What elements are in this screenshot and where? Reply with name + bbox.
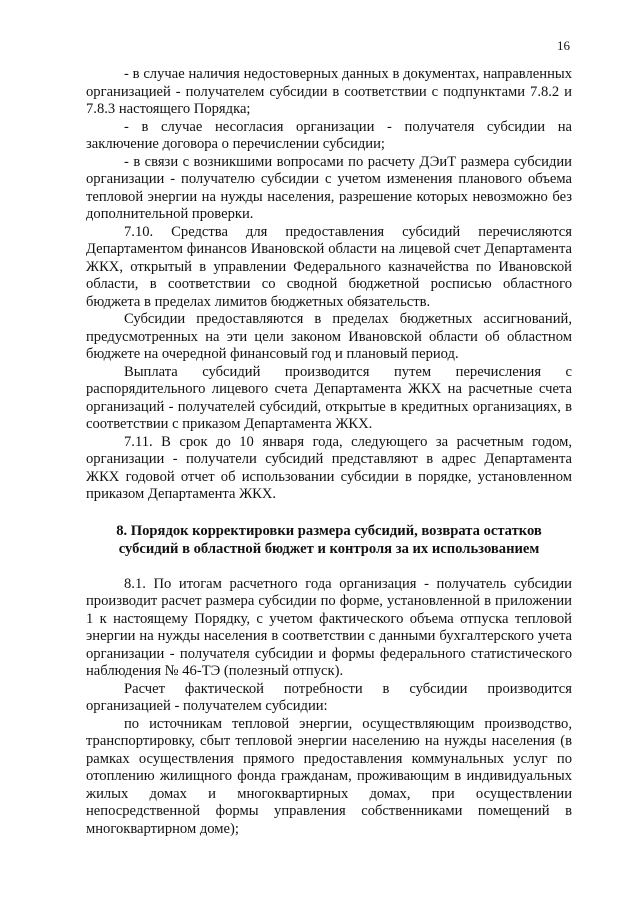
paragraph-8-1: 8.1. По итогам расчетного года организация - получатель субсидии производит расчет размера субсидии по форме, установленной в приложении 1 к настоящему Порядку, с учетом фактического объема отпуска тепловой энергии на нужды населения в соответствии с данными бухгалтерского учета организации - получателя субсидии и формы федерального статистического наблюдения № 46-ТЭ (полезный отпуск). — [86, 575, 572, 679]
document-body — [86, 66, 572, 838]
paragraph-bullet-disagreement: - в случае несогласия организации - получателя субсидии на заключение договора о перечислении субсидии; — [86, 118, 572, 152]
paragraph-payment-transfer: Выплата субсидий производится путем перечисления с распорядительного лицевого счета Департамента ЖКХ на расчетные счета организаций - получателей субсидий, открытые в кредитных организациях, в соответствии с приказом Департамента ЖКХ. — [86, 363, 572, 432]
paragraph-subsidy-limits: Субсидии предоставляются в пределах бюджетных ассигнований, предусмотренных на эти цели законом Ивановской области об областном бюджете на очередной финансовый год и плановый период. — [86, 311, 572, 362]
paragraph-bullet-questions: - в связи с возникшими вопросами по расчету ДЭиТ размера субсидии организации - получателю субсидии с учетом изменения планового объема тепловой энергии на нужды населения, разрешение которых невозможно без дополнительной проверки. — [86, 153, 572, 222]
section-heading-line-1: 8. Порядок корректировки размера субсидий, возврата остатков — [116, 522, 542, 539]
section-heading-line-2: субсидий в областной бюджет и контроля за их использованием — [118, 540, 540, 557]
paragraph-7-11: 7.11. В срок до 10 января года, следующего за расчетным годом, организации - получатели субсидий представляют в адрес Департамента ЖКХ годовой отчет об использовании субсидии в порядке, установленном приказом Департамента ЖКХ. — [86, 433, 572, 502]
paragraph-heat-sources: по источникам тепловой энергии, осуществляющим производство, транспортировку, сбыт тепловой энергии населению на нужды населения (в рамках осуществления прямого предоставления коммунальных услуг по отоплению жилищного фонда гражданам, проживающим в индивидуальных жилых домах и многоквартирных домах, при осуществлении непосредственной формы управления собственниками помещений в многоквартирном доме); — [86, 715, 572, 837]
paragraph-7-10: 7.10. Средства для предоставления субсидий перечисляются Департаментом финансов Ивановской области на лицевой счет Департамента ЖКХ, открытый в управлении Федерального казначейства по Ивановской области, в соответствии со сводной бюджетной росписью областного бюджета в пределах лимитов бюджетных обязательств. — [86, 223, 572, 310]
section-heading — [86, 522, 572, 558]
page-number: 16 — [557, 38, 570, 53]
paragraph-bullet-invalid-data: - в случае наличия недостоверных данных в документах, направленных организацией - получателем субсидии в соответствии с подпунктами 7.8.2 и 7.8.3 настоящего Порядка; — [86, 66, 572, 117]
paragraph-calculation-intro: Расчет фактической потребности в субсидии производится организацией - получателем субсидии: — [86, 680, 572, 714]
